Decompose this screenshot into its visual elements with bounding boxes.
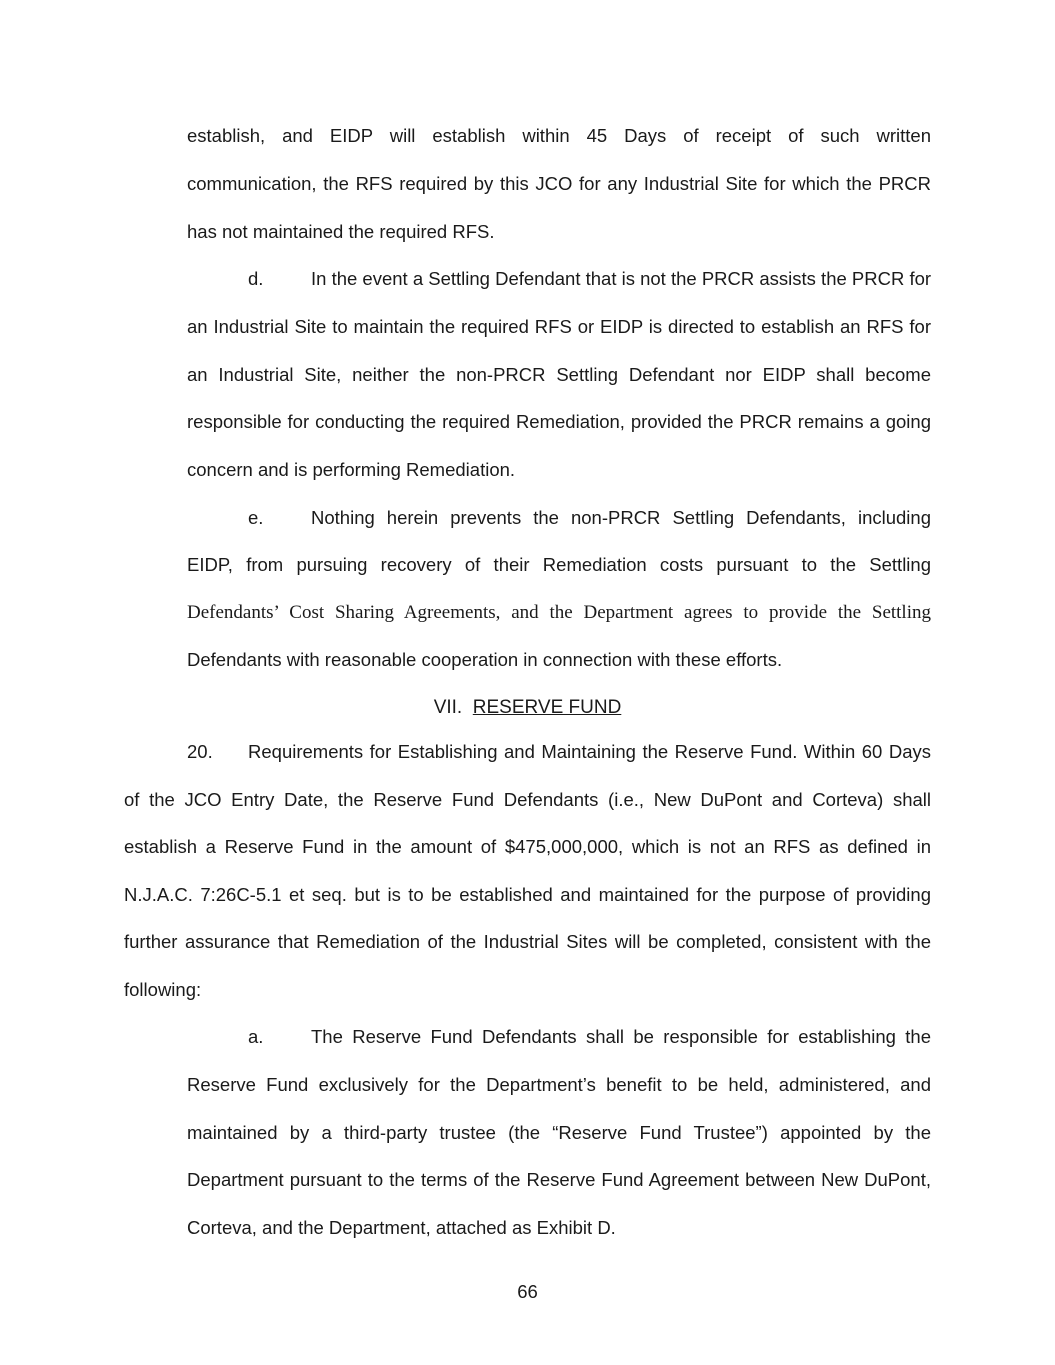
body-text-line: communication, the RFS required by this JCO for any Industrial Site for which the PRCR: [187, 173, 931, 194]
body-text-line: Corteva, and the Department, attached as Exhibit D.: [187, 1217, 616, 1238]
body-text-line: of the JCO Entry Date, the Reserve Fund Defendants (i.e., New DuPont and Corteva) shall: [124, 789, 931, 810]
body-text-line: responsible for conducting the required Remediation, provided the PRCR remains a going: [187, 411, 931, 432]
body-text-line: In the event a Settling Defendant that is not the PRCR assists the PRCR for: [311, 268, 932, 289]
body-text-line: Nothing herein prevents the non-PRCR Settling Defendants, including: [311, 507, 931, 528]
body-text-line: The Reserve Fund Defendants shall be responsible for establishing the: [311, 1026, 931, 1047]
body-text-line: an Industrial Site, neither the non-PRCR Settling Defendant nor EIDP shall become: [187, 364, 931, 385]
paragraph-label-20: 20.: [187, 741, 213, 762]
section-number: VII.: [433, 697, 463, 718]
body-text-line: further assurance that Remediation of the Industrial Sites will be completed, consistent with the: [124, 931, 931, 952]
body-text-line: EIDP, from pursuing recovery of their Remediation costs pursuant to the Settling: [187, 554, 931, 575]
body-text-line: an Industrial Site to maintain the required RFS or EIDP is directed to establish an RFS for: [187, 316, 931, 337]
paragraph-label-d: d.: [248, 268, 264, 289]
body-text-line: Reserve Fund exclusively for the Department’s benefit to be held, administered, and: [187, 1074, 931, 1095]
body-text-line: Department pursuant to the terms of the Reserve Fund Agreement between New DuPont,: [187, 1169, 931, 1190]
paragraph-label-a: a.: [248, 1026, 264, 1047]
body-text-line: establish, and EIDP will establish within 45 Days of receipt of such written: [187, 125, 931, 146]
section-heading: [0, 696, 1055, 720]
body-text-line: has not maintained the required RFS.: [187, 221, 495, 242]
body-text-line: Requirements for Establishing and Maintaining the Reserve Fund. Within 60 Days: [248, 741, 931, 762]
body-text-line: following:: [124, 979, 202, 1000]
section-title: RESERVE FUND: [472, 697, 622, 718]
body-text-line: N.J.A.C. 7:26C-5.1 et seq. but is to be established and maintained for the purpose of providing: [124, 884, 931, 905]
paragraph-label-e: e.: [248, 507, 264, 528]
body-text-line: maintained by a third-party trustee (the “Reserve Fund Trustee”) appointed by the: [187, 1122, 931, 1143]
body-text-line: establish a Reserve Fund in the amount of $475,000,000, which is not an RFS as defined in: [124, 836, 931, 857]
body-text-line: Defendants with reasonable cooperation in connection with these efforts.: [187, 649, 783, 670]
body-text-line: Defendants’ Cost Sharing Agreements, and the Department agrees to provide the Settling: [187, 602, 931, 623]
page-number: 66: [517, 1281, 538, 1302]
body-text-line: concern and is performing Remediation.: [187, 459, 516, 480]
